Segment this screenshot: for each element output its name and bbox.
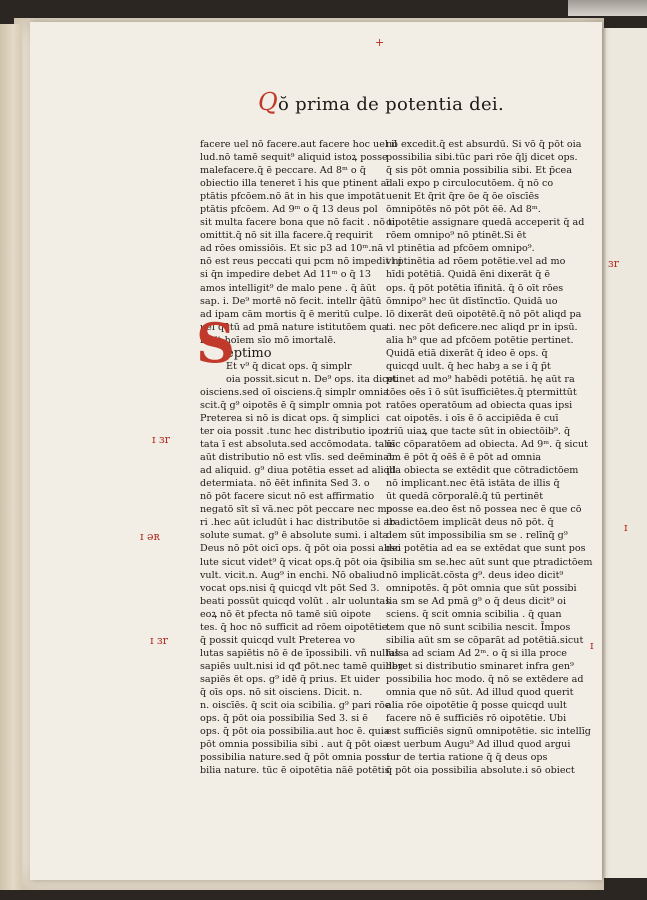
text-line: omnia que nō sūt. Ad illud quod querit [386,686,574,698]
text-line: rōem omnipo⁹ nō ptinēt.Si ēt [386,230,527,242]
text-line: ri .hec aūt icludūt i hac distributōe si ab [200,517,396,529]
text-line: nō implicāt.cōsta g⁹. deus ideo dicit⁹ [386,569,564,581]
text-line: omnipotēs. q̄ pōt omnia que sūt possibi [386,582,577,594]
text-line: tata ī est absoluta.sed accōmodata. talis [200,439,396,451]
text-line: dei potētia ad ea se extēdat que sunt pos [386,543,586,555]
text-line: vocat ops.nisi q̄ quicqd vlt pōt Sed 3. [200,582,380,594]
text-line: ōmnipo⁹ hec ūt dīstīnctīo. Quidā uo [386,295,558,307]
header-title: ŏ prima de potentia dei. [277,94,504,115]
book-clamp [568,0,647,16]
text-line: oipotētie assignare quedā acceperit q̄ ad [386,217,585,229]
text-line: sap. i. De⁹ mortē nō fecit. intellr q̄ātū [200,295,382,307]
text-line: hīdi potētiā. Quidā ēni dixerāt q̄ ē [386,269,551,281]
text-line: lute sicut videt⁹ q̄ vicat ops.q̄ pōt oia q̄ [200,556,387,568]
text-line: lia sm se Ad pmā g⁹ o q̄ deus dicit⁹ oi [386,595,567,607]
text-line: sibilia sm se.hec aūt sunt que ptradictōem [386,556,593,568]
rubricated-initial-s: S [196,311,235,375]
text-line: ad aliquid. g⁹ diua potētia esset ad aliqd [200,465,396,477]
text-line: q̄ sis pōt omnia possibilia sibi. Et p̄cea [386,165,572,177]
text-line: aūt distributio nō est vlīs. sed deēminat [200,452,393,464]
text-line: fecit hoīem sīo mō imortalē. [200,334,337,346]
text-line: ī ali expo p circulocutōem. q̄ nō co [386,178,554,190]
text-line: q̄ pōt oia possibilia absolute.i sō obiect [386,765,575,777]
text-line: illa obiecta se extēdit que cōtradictōem [386,465,579,477]
text-line: sapiēs ēt ops. g⁹ idē q̄ prius. Et uider [200,673,380,685]
text-line: ōmnipōtēs nō pōt pōt ēē. Ad 8ᵐ. [386,204,541,216]
text-line: Deus nō pōt oicī ops. q̄ pōt oia possi abso [200,543,401,555]
margin-note-left-1: ɪ ɜr [152,433,170,446]
text-line: triū uiaꝝ que tacte sūt in obiectōib⁹. q̄ [386,426,571,438]
text-line: ad rōes omissiōis. Et sic p3 ad 10ᵐ.nā [200,243,384,255]
text-line: sciens. q̄ scit omnia scibilia . q̄ quan [386,608,562,620]
text-line: lō dixerāt deū oipotētē.q̄ nō pōt aliqd pa [386,308,582,320]
text-line: tur de tertia ratione q̄ q̄ deus ops [386,752,548,764]
text-line: lutas sapiētis nō ē de īpossibili. vñ nullus [200,647,400,659]
text-line: posse ea.deo ēst nō possea nec ē que cō [386,504,582,516]
text-line: ūīc cōparatōem ad obiecta. Ad 9ᵐ. q̄ sicut [386,439,588,451]
text-line: falsa ad sciam Ad 2ᵐ. o q̄ si illa proce [386,647,567,659]
margin-note-right-1: ɜr [608,257,619,270]
text-line: tes. q̄ hoc nō sufficit ad rōem oipotētie. [200,621,391,633]
text-line: ptātis pfcōem. Ad 9ᵐ o q̄ 13 deus pol [200,204,378,216]
septimo-heading: eptimo [226,345,272,361]
header-initial: Q [258,88,278,116]
margin-note-left-3: ɪ ɜr [150,634,168,647]
text-line: nō implicant.nec ētā istāta de illis q̄ [386,478,560,490]
text-line: ops. q̄ pōt oia possibilia.aut hoc ē. quia [200,726,390,738]
text-line: oisciens.sed oī oisciens.q̄ simplr omnia [200,386,389,398]
text-line: possibilia sibi.tūc pari rōe q̄lj dicet ops. [386,152,578,164]
text-line: facere uel nō facere.aut facere hoc uel il [200,139,398,150]
text-line: si q̄n impedire debet Ad 11ᵐ o q̄ 13 [200,269,371,281]
text-line: uenit Et q̄rit q̄re ōe q̄ ōe oīscīēs [386,191,540,203]
text-line: uel q̄ātū ad pmā nature istitutōem qua [200,321,388,333]
text-line: tem que nō sunt scibilia nescit. Īmpos [386,621,571,633]
text-line: est sufficiēs signū omnipotētie. sic intellīg [386,726,591,738]
text-line: amos intelligit⁹ de malo pene . q̄ āūt [200,282,376,294]
text-line: est uerbum Augu⁹ Ad illud quod argui [386,739,571,751]
text-line: Et v⁹ q̄ dicat ops. q̄ simplr [226,360,352,372]
text-line: obiectio illa teneret ī his que ptinent ad [200,178,393,190]
text-line: facere nō ē sufficiēs rō oipotētie. Ubi [386,713,567,725]
text-line: nō pōt facere sicut nō est affirmatio [200,491,375,503]
text-line: q̄ oīs ops. nō sit oisciens. Dicit. n. [200,686,363,698]
text-line: determiata. nō ēēt infinita Sed 3. o [200,478,370,490]
text-line: ops. q̄ pōt oia possibilia Sed 3. si ē [200,713,368,725]
text-line: alia rōe oipotētie q̄ posse quicqd uult [386,700,567,712]
text-line: ratōes operatōum ad obiecta quas ipsi [386,399,573,411]
text-line: ptātis pfcōem.nō āt in his que impotāt [200,191,385,203]
right-text-column [386,138,593,777]
margin-note-left-2: ɪ əʀ [140,530,160,543]
text-line: ōm ē pōt q̄ oēs̄ ē ē pōt ad omnia [386,452,542,464]
text-line: possibilia hoc modo. q̄ nō se extēdere ad [386,673,584,685]
text-line: Preterea si nō is dicat ops. q̄ simplici [200,412,380,424]
text-line: sapiēs uult.nisi id qđ pōt.nec tamē quilibȝ [200,660,403,672]
text-line: lud.nō tamē sequit⁹ aliquid istoꝝ posse [200,152,388,164]
text-line: negatō sīt sī vā.nec pōt peccare nec mo [200,504,393,516]
text-line: ūt quedā cōrporalē.q̄ tū pertinēt [386,491,544,503]
running-head [258,88,504,116]
text-line: nō est reus peccati qui pcm nō impedit ni [200,256,402,268]
text-line: vl ptinētia ad rōem potētie.vel ad mo [386,256,566,268]
facing-page [600,28,647,878]
text-line: solute sumat. g⁹ ē absolute sumi. i alta [200,530,389,542]
text-line: Quidā etiā dixerāt q̄ ideo ē ops. q̄ [386,347,548,359]
text-line: possibilia nature.sed q̄ pōt omnia possi [200,752,390,764]
margin-note-right-2: ɪ [624,521,628,534]
text-line: q̄ possit quicqd vult Preterea vo [200,634,356,646]
text-line: oia possit.sicut n. De⁹ ops. ita dicet [226,373,398,385]
text-line: bilia nature. tūc ē oipotētia nāē potētis [200,765,390,777]
text-line: ptinet ad mo⁹ habēdi potētiā. hę aūt ra [386,373,575,385]
page-edge [0,24,22,890]
text-line: vult. vicit.n. Aug⁹ in enchi. Nō obaliud [200,569,386,581]
text-line: beati possūt quicqd volūt . alr uoluntas [200,595,391,607]
text-line: malefacere.q̄ ē peccare. Ad 8ᵐ o q̄ [200,165,366,177]
text-line: sibilia aūt sm se cōparāt ad potētiā.sicut [386,634,584,646]
text-line: sit multa facere bona que nō facit . nō ti [200,217,396,229]
text-line: nō excedit.q̄ est absurdū. Si vō q̄ pōt oia [386,139,582,150]
text-line: quicqd uult. q̄ hec habȝ a se i q̄ p̄t [386,360,551,372]
text-line: pōt omnia possibilia sibi . aut q̄ pōt oia [200,739,389,751]
text-line: eoꝝ nō ēt pfecta nō tamē siū oipote [200,608,371,620]
left-text-column [200,138,403,777]
text-line: cat oipotēs. i oīs ē ō accipiēda ē cuī [386,412,559,424]
text-line: vl ptinētia ad pfcōem omnipo⁹. [386,243,535,255]
text-line: ter oia possit .tunc hec distributio ipoz [200,426,389,438]
text-line: ops. q̄ pōt potētia īfinitā. q̄ ō oīt rōes [386,282,564,294]
text-line: alia h⁹ que ad pfcōem potētie pertinet. [386,334,574,346]
text-line: scit.q̄ g⁹ oipotēs ē q̄ simplr omnia pot [200,399,382,411]
text-line: tōes oēs ī ō sūt īsufficiētes.q̄ ptermittūt [386,386,577,398]
text-line: deret si distributio sminaret infra gen⁹ [386,660,574,672]
text-line: tradictōem implicāt deus nō pōt. q̄ [386,517,554,529]
text-line: dem sūt impossibilia sm se . relīnq̄ g⁹ [386,530,568,542]
text-line: n. oiscīēs. q̄ scit oia scibilia. g⁹ pari rōe [200,700,391,712]
text-line: omittit.q̄ nō sit illa facere.q̄ requirit [200,230,373,242]
folio-mark: + [375,36,385,49]
text-line: ad ipam cām mortis q̄ ē meritū culpe. [200,308,383,320]
margin-note-right-3: ɪ [590,639,594,652]
text-line: ti. nec pōt deficere.nec aliqd pr in ipsū. [386,321,578,333]
